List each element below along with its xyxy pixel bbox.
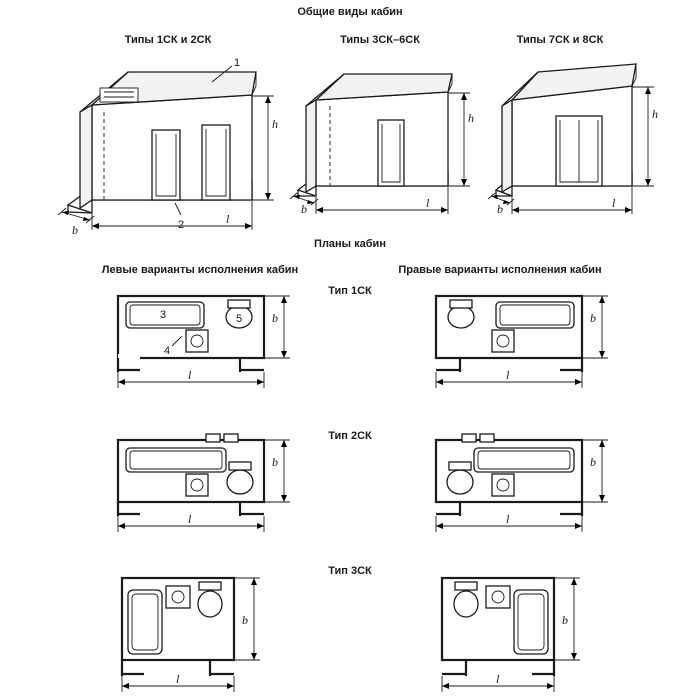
dim-b-plan2-left: b [272,455,278,469]
callout-4: 4 [164,345,171,357]
dim-l-iso2: l [426,196,430,210]
callout-5: 5 [236,313,243,325]
callout-3: 3 [160,309,167,321]
iso-view-3 [488,64,658,216]
dim-h-iso3: h [652,107,658,121]
dim-l-plan3-left: l [176,672,180,686]
dim-b-iso3: b [497,202,503,216]
plan-1sk-left [118,296,290,388]
title-general-views: Общие виды кабин [297,6,403,18]
plan-1sk-right [436,296,608,388]
dim-h-iso2: h [468,111,474,125]
dim-b-plan3-right: b [562,613,568,627]
plan-type-1sk: Тип 1СК [328,285,372,297]
plan-header-left: Левые варианты исполнения кабин [101,264,299,276]
dim-b-iso2: b [301,202,307,216]
plan-3sk-right [442,578,580,692]
dim-b-plan2-right: b [590,455,596,469]
dim-l-iso3: l [612,196,616,210]
dim-l-plan3-right: l [496,672,500,686]
plan-2sk-left [118,434,290,532]
dim-l-plan2-left: l [188,512,192,526]
iso-caption-2: Типы 3СК–6СК [340,34,420,46]
dim-l-plan1-right: l [506,368,510,382]
callout-1: 1 [234,57,241,69]
plan-2sk-right [436,434,608,532]
plan-3sk-left [122,578,260,692]
dim-l-plan2-right: l [506,512,510,526]
iso-caption-1: Типы 1СК и 2СК [124,34,212,46]
title-plans: Планы кабин [314,238,386,250]
dim-h-iso1: h [272,117,278,131]
dim-b-iso1: b [72,223,78,237]
iso-caption-3: Типы 7СК и 8СК [516,34,604,46]
dim-b-plan1-right: b [590,311,596,325]
dim-l-iso1: l [226,212,230,226]
callout-2: 2 [178,219,185,231]
dim-b-plan3-left: b [242,613,248,627]
plan-type-2sk: Тип 2СК [328,430,372,442]
iso-view-1 [58,57,278,237]
plan-type-3sk: Тип 3СК [328,565,372,577]
dim-l-plan1-left: l [188,368,192,382]
plan-header-right: Правые варианты исполнения кабин [398,264,602,276]
dim-b-plan1-left: b [272,311,278,325]
iso-view-2 [290,74,474,216]
